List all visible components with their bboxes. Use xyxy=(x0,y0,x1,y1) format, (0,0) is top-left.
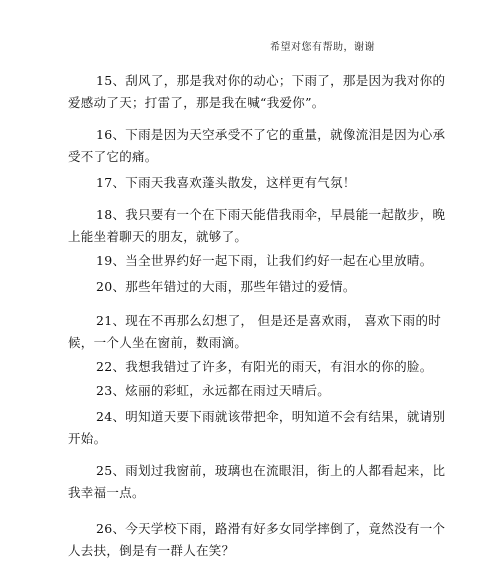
header-note: 希望对您有帮助，谢谢 xyxy=(270,42,375,53)
item-line: 24、明知道天要下雨就该带把伞，明知道不会有结果，就请别 xyxy=(96,409,446,424)
list-item-21 xyxy=(68,310,442,354)
list-item-18 xyxy=(68,204,446,248)
list-item-22 xyxy=(96,356,436,378)
item-line: 上能坐着聊天的朋友，就够了。 xyxy=(68,229,248,244)
item-line: 我幸福一点。 xyxy=(68,485,145,500)
item-line: 15、刮风了，那是我对你的动心；下雨了，那是因为我对你的 xyxy=(96,73,446,88)
list-item-19 xyxy=(96,250,436,272)
list-item-15 xyxy=(68,70,446,114)
item-line: 候，一个人坐在窗前，数雨滴。 xyxy=(68,335,248,350)
item-line: 20、那些年错过的大雨，那些年错过的爱情。 xyxy=(96,279,356,294)
item-line: 19、当全世界约好一起下雨，让我们约好一起在心里放晴。 xyxy=(96,253,433,268)
list-item-20 xyxy=(96,276,436,298)
item-line: 爱感动了天；打雷了，那是我在喊“我爱你”。 xyxy=(68,95,325,110)
item-line: 16、下雨是因为天空承受不了它的重量，就像流泪是因为心承 xyxy=(96,127,446,142)
item-line: 开始。 xyxy=(68,431,107,446)
item-line: 18、我只要有一个在下雨天能借我雨伞，早晨能一起散步，晚 xyxy=(96,207,446,222)
item-line: 17、下雨天我喜欢蓬头散发，这样更有气氛！ xyxy=(96,175,356,190)
list-item-24 xyxy=(68,406,446,450)
list-item-25 xyxy=(68,460,446,504)
list-item-17 xyxy=(96,172,436,194)
item-line: 25、雨划过我窗前，玻璃也在流眼泪，街上的人都看起来，比 xyxy=(96,463,446,478)
list-item-23 xyxy=(96,380,436,402)
item-line: 21、现在不再那么幻想了， 但是还是喜欢雨， 喜欢下雨的时 xyxy=(96,313,442,328)
list-item-26 xyxy=(68,518,446,562)
item-line: 人去扶，倒是有一群人在笑？ xyxy=(68,543,235,558)
item-line: 23、炫丽的彩虹，永远都在雨过天晴后。 xyxy=(96,383,331,398)
item-line: 受不了它的痛。 xyxy=(68,149,158,164)
item-line: 26、今天学校下雨，路滑有好多女同学摔倒了，竟然没有一个 xyxy=(96,521,446,536)
item-line: 22、我想我错过了许多，有阳光的雨天，有泪水的你的脸。 xyxy=(96,359,433,374)
list-item-16 xyxy=(68,124,446,168)
